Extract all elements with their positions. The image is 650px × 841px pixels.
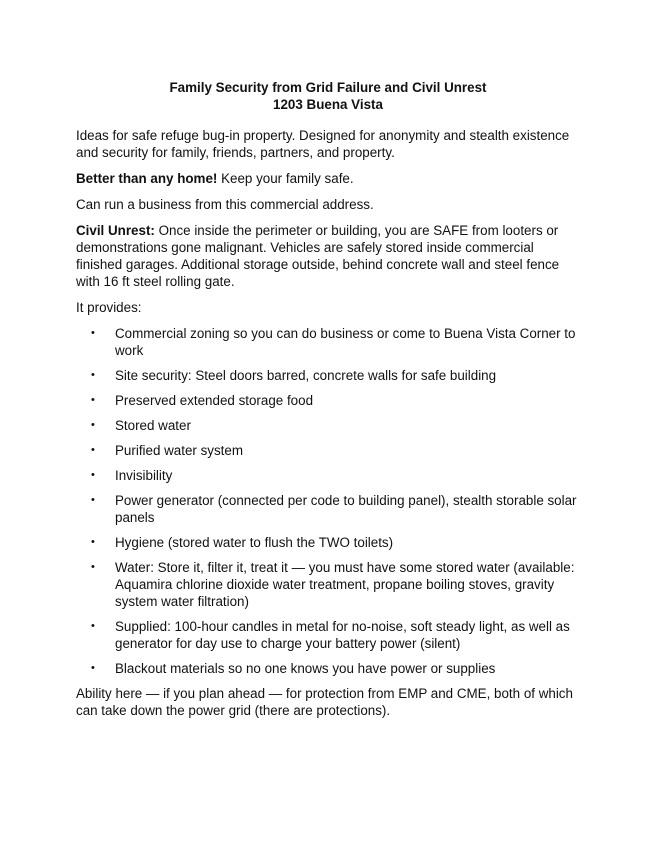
bullet-icon: • — [91, 444, 95, 456]
bullet-icon: • — [91, 494, 95, 506]
list-item — [76, 467, 580, 484]
civil-unrest-paragraph — [76, 222, 580, 290]
list-item — [76, 325, 580, 359]
list-item — [76, 392, 580, 409]
list-item-text: Commercial zoning so you can do business or come to Buena Vista Corner to work — [115, 326, 576, 358]
list-item-text: Blackout materials so no one knows you have power or supplies — [115, 661, 496, 676]
bullet-icon: • — [91, 369, 95, 381]
civil-unrest-text: Once inside the perimeter or building, you are SAFE from looters or demonstrations gone malignant. Vehicles are safely stored inside commercial finished garages. Additional storage outside, behind concrete wall and steel fence with 16 ft steel rolling gate. — [76, 223, 560, 289]
civil-unrest-label: Civil Unrest: — [76, 223, 155, 238]
bullet-icon: • — [91, 536, 95, 548]
better-label: Better than any home! — [76, 171, 218, 186]
better-text: Keep your family safe. — [217, 171, 354, 186]
bullet-icon: • — [91, 662, 95, 674]
intro-paragraph: Ideas for safe refuge bug-in property. Designed for anonymity and stealth existence and security for family, friends, partners, and property. — [76, 128, 570, 160]
list-item-text: Supplied: 100-hour candles in metal for no-noise, soft steady light, as well as generator for day use to charge your battery power (silent) — [115, 619, 570, 651]
list-item-text: Preserved extended storage food — [115, 393, 314, 408]
better-paragraph — [76, 170, 580, 187]
provides-intro: It provides: — [76, 300, 142, 315]
provides-list — [76, 325, 580, 677]
list-item — [76, 559, 580, 610]
document-subtitle: 1203 Buena Vista — [273, 97, 383, 112]
list-item — [76, 442, 580, 459]
business-paragraph: Can run a business from this commercial address. — [76, 197, 374, 212]
bullet-icon: • — [91, 394, 95, 406]
document-title: Family Security from Grid Failure and Civil Unrest — [169, 80, 487, 95]
list-item — [76, 618, 580, 652]
list-item — [76, 534, 580, 551]
bullet-icon: • — [91, 469, 95, 481]
list-item — [76, 417, 580, 434]
list-item — [76, 367, 580, 384]
list-item-text: Invisibility — [115, 468, 173, 483]
list-item-text: Power generator (connected per code to building panel), stealth storable solar panels — [115, 493, 577, 525]
list-item-text: Purified water system — [115, 443, 243, 458]
list-item — [76, 660, 580, 677]
list-item-text: Site security: Steel doors barred, concrete walls for safe building — [115, 368, 497, 383]
document-header — [76, 79, 580, 113]
bullet-icon: • — [91, 419, 95, 431]
closing-paragraph: Ability here — if you plan ahead — for protection from EMP and CME, both of which can take down the power grid (there are protections). — [76, 686, 573, 718]
bullet-icon: • — [91, 620, 95, 632]
bullet-icon: • — [91, 561, 95, 573]
bullet-icon: • — [91, 327, 95, 339]
list-item-text: Hygiene (stored water to flush the TWO toilets) — [115, 535, 394, 550]
list-item — [76, 492, 580, 526]
list-item-text: Water: Store it, filter it, treat it — you must have some stored water (available: Aquamira chlorine dioxide water treatment, propane boiling stoves, gravity system water filtration) — [115, 560, 575, 609]
list-item-text: Stored water — [115, 418, 191, 433]
